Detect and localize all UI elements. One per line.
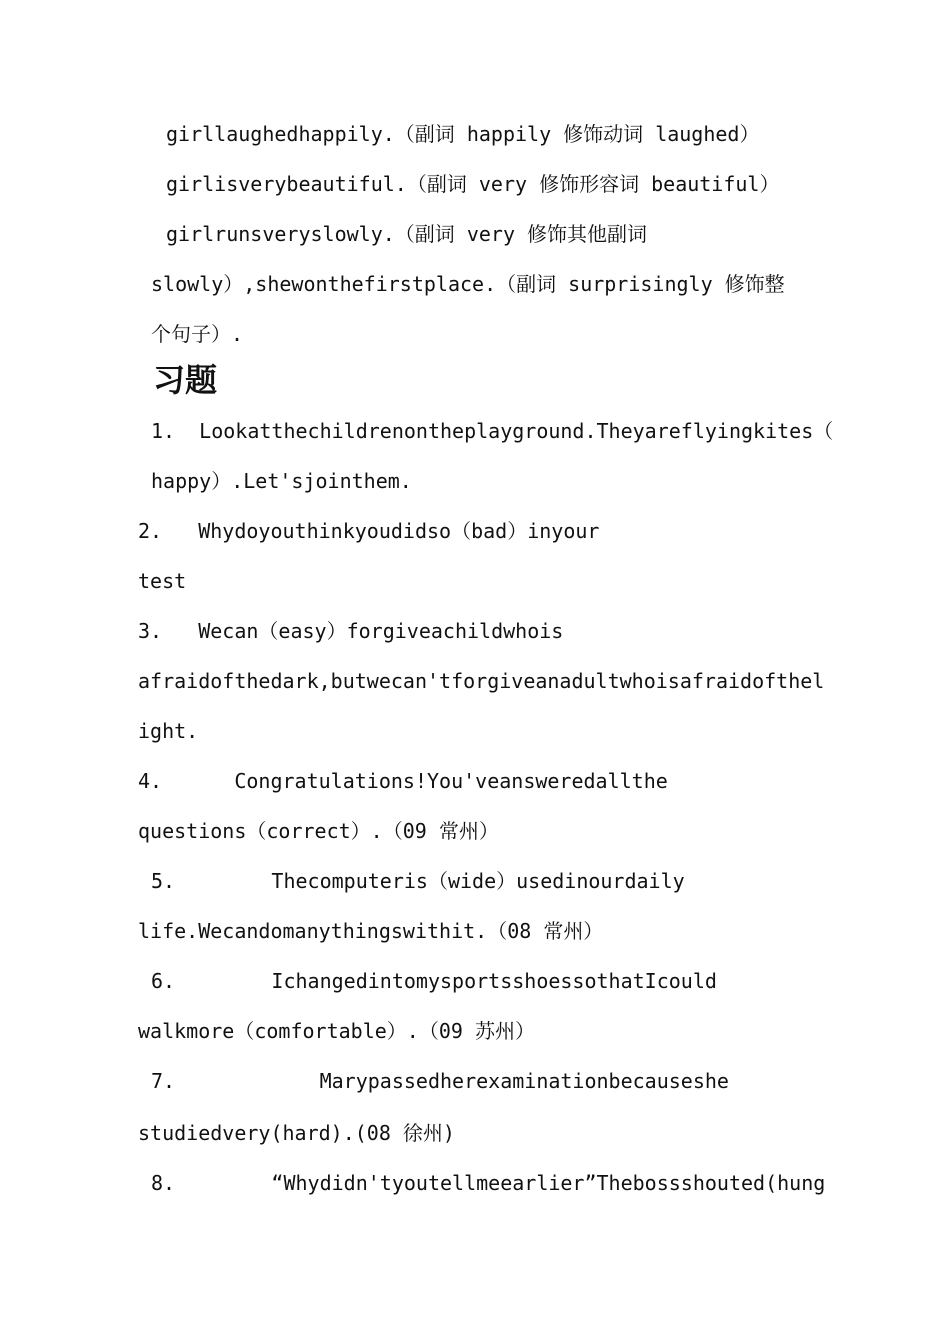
exercise-line: 3. Wecan（easy）forgiveachildwhois [138,619,564,643]
exercise-line: 5. Thecomputeris（wide）usedinourdaily [151,869,685,893]
exercise-line: questions（correct）.（09 常州） [138,819,499,843]
exercise-line: 4. Congratulations!You'veansweredallthe [138,769,668,793]
exercise-line: 1. Lookatthechildrenontheplayground.Theyareflyingkites（ [151,419,834,443]
section-heading: 习题 [153,361,218,399]
exercise-line: life.Wecandomanythingswithit.（08 常州） [138,919,604,943]
intro-line: slowly）,shewonthefirstplace.（副词 surprisingly 修饰整 [151,272,785,296]
intro-line: girlrunsveryslowly.（副词 very 修饰其他副词 [166,222,648,246]
exercise-line: test [138,569,187,593]
exercise-line: ight. [138,719,199,743]
exercise-line: 2. Whydoyouthinkyoudidso（bad）inyour [138,519,600,543]
exercise-line: 6. IchangedintomysportsshoessothatIcould [151,969,717,993]
exercise-line: 7. Marypassedherexaminationbecauseshe [151,1069,729,1093]
intro-line: girlisverybeautiful.（副词 very 修饰形容词 beautiful） [166,172,780,196]
exercise-line: walkmore（comfortable）.（09 苏州） [138,1019,535,1043]
intro-line: 个句子）. [151,322,244,346]
intro-line: girllaughedhappily.（副词 happily 修饰动词 laughed） [166,122,760,146]
exercise-line: studiedvery(hard).(08 徐州) [138,1121,455,1145]
exercise-line: happy）.Let'sjointhem. [151,469,412,493]
exercise-line: 8. “Whydidn'tyoutellmeearlier”Thebossshouted(hung [151,1171,826,1195]
exercise-line: afraidofthedark,butwecan'tforgiveanadultwhoisafraidofthel [138,669,825,693]
